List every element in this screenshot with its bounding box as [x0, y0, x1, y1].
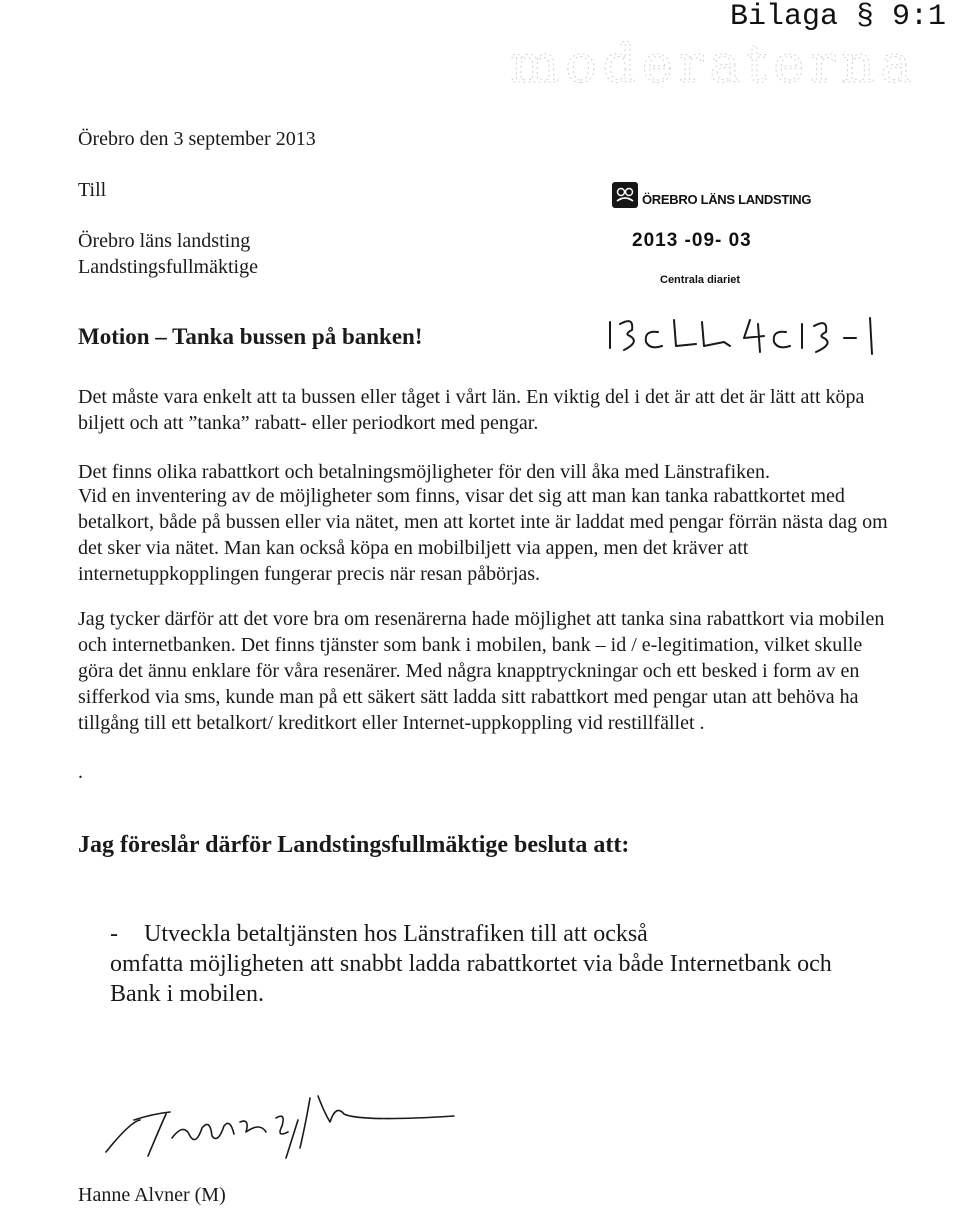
- handwritten-signature: [100, 1092, 460, 1162]
- svg-text:moderaterna: moderaterna: [510, 35, 918, 95]
- motion-title: Motion – Tanka bussen på banken!: [78, 324, 423, 349]
- recipient-line-1: Örebro läns landsting: [78, 230, 251, 252]
- registration-stamp: [612, 182, 832, 302]
- proposal-line-1: Utveckla betaltjänsten hos Länstrafiken till att också: [144, 921, 648, 947]
- stamp-organisation: ÖREBRO LÄNS LANDSTING: [642, 192, 812, 207]
- recipient-line-2: Landstingsfullmäktige: [78, 256, 258, 278]
- paragraph-4: Jag tycker därför att det vore bra om resenärerna hade möjlighet att tanka sina rabattkort via mobilen och internetbanken. Det finns tjänster som bank i mobilen, bank – id / e-legitimation, vilket skulle göra det ännu enklare för våra resenärer. Med några knapptryckningar och ett besked i form av en sifferkod via sms, kunde man på ett säkert sätt ladda sitt rabattkort med pengar utan att behöva ha tillgång till ett betalkort/ kreditkort eller Internet-uppkoppling vid restillfället .: [78, 608, 885, 734]
- proposal-bullet: -: [110, 921, 118, 947]
- stamp-date: 2013 -09- 03: [632, 230, 752, 251]
- proposal-line-3: Bank i mobilen.: [110, 981, 264, 1007]
- stray-dot: .: [78, 761, 83, 783]
- landsting-logo-icon: [612, 182, 638, 208]
- moderaterna-watermark: [470, 22, 930, 102]
- to-label: Till: [78, 179, 107, 201]
- attachment-label: Bilaga § 9:1: [729, 0, 946, 34]
- handwritten-reference-number: [600, 310, 890, 356]
- proposal-line-2: omfatta möjligheten att snabbt ladda rabattkortet via både Internetbank och: [110, 951, 832, 977]
- paragraph-2: Det finns olika rabattkort och betalningsmöjligheter för den vill åka med Länstrafiken.: [78, 461, 771, 483]
- signature-name: Hanne Alvner (M): [78, 1184, 226, 1206]
- paragraph-3: Vid en inventering av de möjligheter som finns, visar det sig att man kan tanka rabattkortet med betalkort, både på bussen eller via nätet, men att kortet inte är laddat med pengar förrän nästa dag om det sker via nätet. Man kan också köpa en mobilbiljett via appen, men det kräver att internetuppkopplingen fungerar precis när resan påbörjas.: [78, 485, 888, 585]
- proposal-heading: Jag föreslår därför Landstingsfullmäktige besluta att:: [78, 832, 630, 858]
- stamp-department: Centrala diariet: [660, 274, 741, 286]
- date-line: Örebro den 3 september 2013: [78, 128, 316, 150]
- paragraph-1: Det måste vara enkelt att ta bussen eller tåget i vårt län. En viktig del i det är att det är lätt att köpa biljett och att ”tanka” rabatt- eller periodkort med pengar.: [78, 386, 865, 434]
